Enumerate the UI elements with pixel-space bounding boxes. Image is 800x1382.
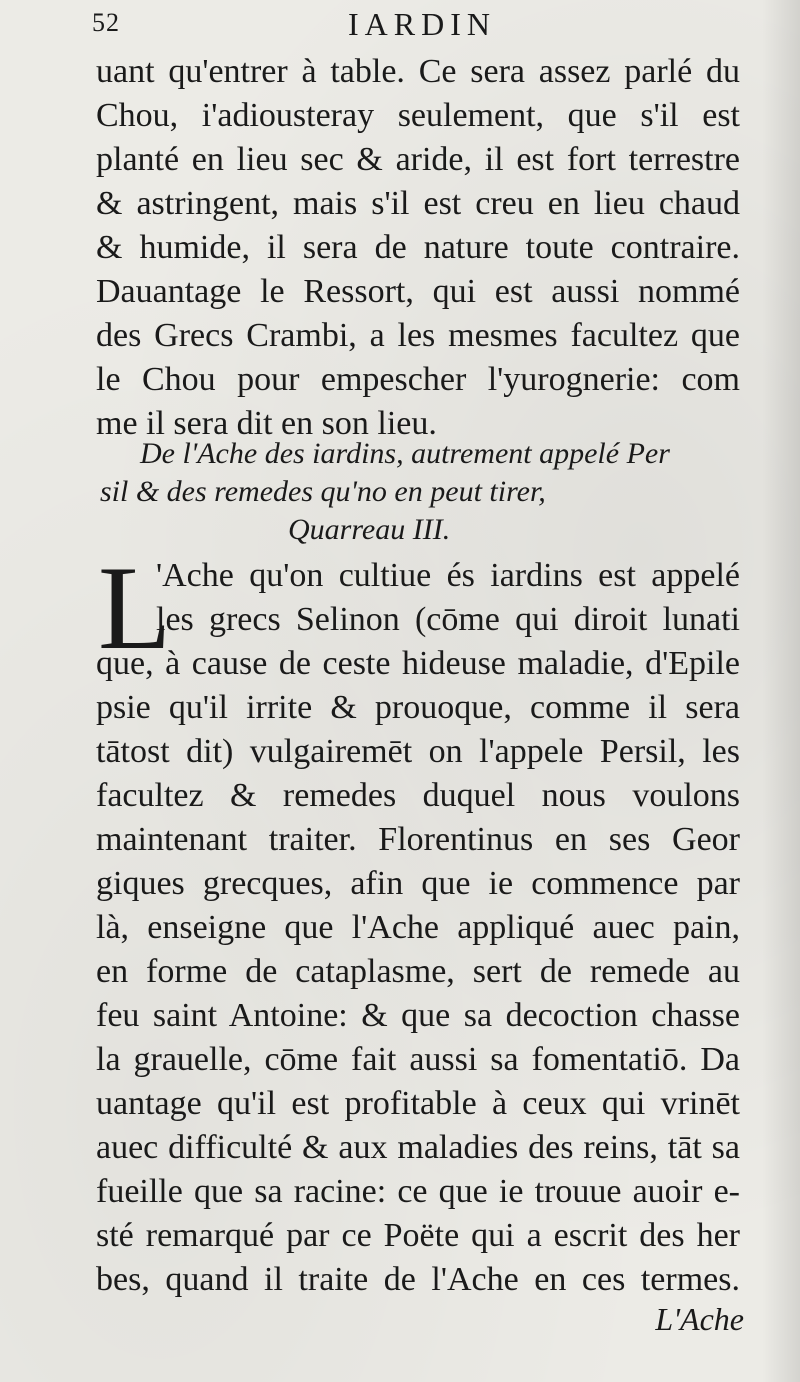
text-line: uantage qu'il est profitable à ceux qui vrinēt: [96, 1085, 740, 1122]
catchword: L'Ache: [655, 1301, 744, 1337]
text-line: facultez & remedes duquel nous voulons: [96, 777, 740, 814]
text-line: le Chou pour empescher l'yurognerie: com: [96, 361, 740, 398]
text-line: planté en lieu sec & aride, il est fort terrestre: [96, 141, 740, 178]
text-line: fueille que sa racine: ce que ie trouue auoir e-: [96, 1173, 740, 1210]
page-edge-shadow: [762, 0, 800, 1382]
running-title: IARDIN: [348, 6, 496, 42]
text-line: bes, quand il traite de l'Ache en ces termes.: [96, 1261, 740, 1298]
text-line: me il sera dit en son lieu.: [96, 405, 437, 442]
text-line: que, à cause de ceste hideuse maladie, d'Epile: [96, 645, 740, 682]
text-line: en forme de cataplasme, sert de remede au: [96, 953, 740, 990]
text-line: feu saint Antoine: & que sa decoction chasse: [96, 997, 740, 1034]
section-heading-line: sil & des remedes qu'no en peut tirer,: [100, 475, 546, 508]
text-line: auec difficulté & aux maladies des reins, tāt sa: [96, 1129, 740, 1166]
page-header: [92, 6, 752, 46]
text-line: tātost dit) vulgairemēt on l'appele Persil, les: [96, 733, 740, 770]
drop-cap: L: [98, 541, 172, 674]
text-line: là, enseigne que l'Ache appliqué auec pain,: [96, 909, 740, 946]
text-line: Chou, i'adiousteray seulement, que s'il est: [96, 97, 740, 134]
text-line: maintenant traiter. Florentinus en ses Geor: [96, 821, 740, 858]
text-line: & humide, il sera de nature toute contraire.: [96, 229, 740, 266]
text-line: Dauantage le Ressort, qui est aussi nommé: [96, 273, 740, 310]
text-line: sté remarqué par ce Poëte qui a escrit des her: [96, 1217, 740, 1254]
page-number: 52: [92, 8, 120, 37]
section-heading-line: De l'Ache des iardins, autrement appelé Per: [140, 437, 670, 470]
section-heading-subtitle: Quarreau III.: [288, 513, 451, 546]
text-line: les grecs Selinon (cōme qui diroit lunati: [156, 601, 740, 638]
text-line: & astringent, mais s'il est creu en lieu chaud: [96, 185, 740, 222]
text-line: uant qu'entrer à table. Ce sera assez parlé du: [96, 53, 740, 90]
text-line: la grauelle, cōme fait aussi sa fomentatiō. Da: [96, 1041, 740, 1078]
text-line: giques grecques, afin que ie commence par: [96, 865, 740, 902]
text-line: 'Ache qu'on cultiue és iardins est appelé: [156, 557, 740, 594]
text-line: des Grecs Crambi, a les mesmes facultez que: [96, 317, 740, 354]
text-line: psie qu'il irrite & prouoque, comme il sera: [96, 689, 740, 726]
